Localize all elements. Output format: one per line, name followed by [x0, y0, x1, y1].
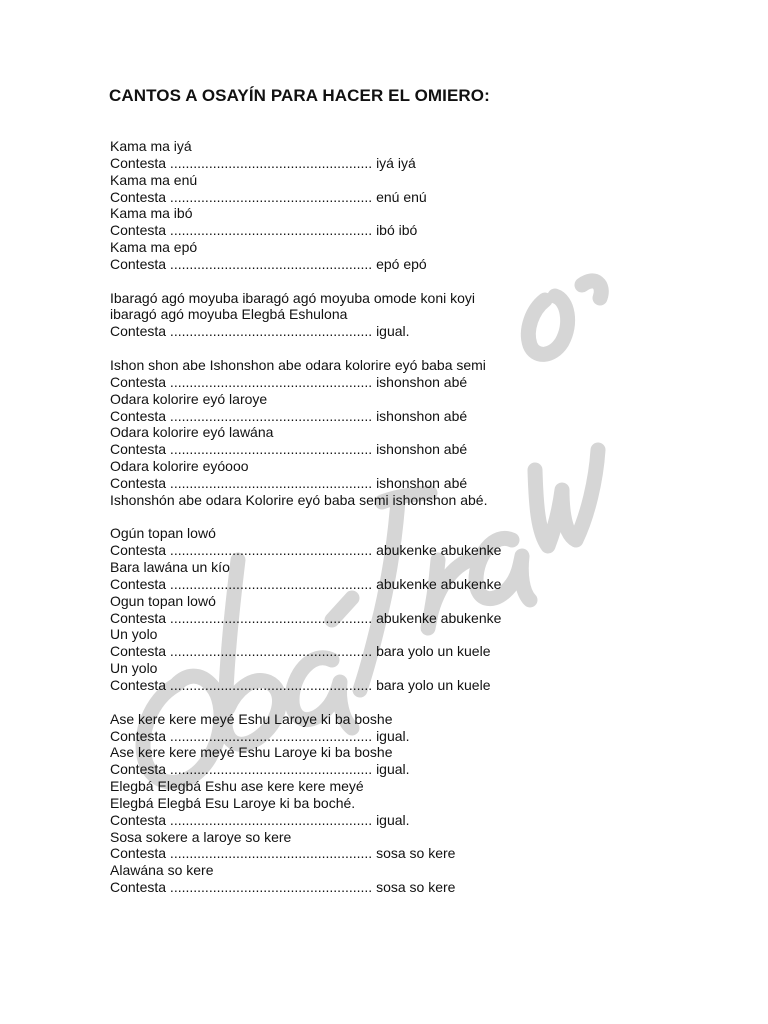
text-line: Contesta .................................................... igual.	[110, 761, 410, 778]
text-line: Elegbá Elegbá Esu Laroye ki ba boché.	[110, 794, 356, 811]
text-line: Ishonshón abe odara Kolorire eyó baba semi ishonshon abé.	[110, 491, 488, 508]
text-line: Contesta .................................................... sosa so kere	[110, 879, 456, 896]
text-line: Contesta .................................................... ibó ibó	[110, 222, 418, 239]
text-line: Alawána so kere	[110, 862, 214, 879]
text-line: Odara kolorire eyóooo	[110, 458, 249, 475]
document-title: CANTOS A OSAYÍN PARA HACER EL OMIERO:	[109, 86, 490, 105]
text-line: Contesta .................................................... ishonshon abé	[110, 474, 468, 491]
text-line: Contesta .................................................... igual.	[110, 323, 410, 340]
text-line: Contesta .................................................... abukenke abukenke	[110, 575, 502, 592]
text-line: Contesta .................................................... ishonshon abé	[110, 407, 468, 424]
text-line: Contesta .................................................... sosa so kere	[110, 845, 456, 862]
text-line: Ishon shon abe Ishonshon abe odara kolorire eyó baba semi	[110, 356, 486, 373]
stanza-4	[110, 525, 730, 693]
stanza-2	[110, 290, 730, 341]
text-line: Ase kere kere meyé Eshu Laroye ki ba boshe	[110, 744, 393, 761]
text-line: Contesta .................................................... ishonshon abé	[110, 441, 468, 458]
text-line: Contesta .................................................... bara yolo un kuele	[110, 677, 491, 693]
text-line: Ibaragó agó moyuba ibaragó agó moyuba omode koni koyi	[110, 289, 476, 306]
text-line: Contesta .................................................... enú enú	[110, 188, 427, 205]
stanza-1	[110, 138, 730, 273]
text-line: Kama ma ibó	[110, 205, 193, 222]
text-line: Contesta .................................................... bara yolo un kuele	[110, 643, 491, 660]
text-line: Ogún topan lowó	[110, 525, 216, 542]
document-body	[110, 138, 730, 913]
text-line: Bara lawána un kío	[110, 559, 230, 576]
text-line: Kama ma iyá	[110, 138, 192, 154]
text-line: Contesta .................................................... abukenke abukenke	[110, 542, 502, 559]
text-line: Kama ma enú	[110, 171, 198, 188]
text-line: Contesta .................................................... igual.	[110, 727, 410, 744]
text-line: Contesta .................................................... ishonshon abé	[110, 373, 468, 390]
text-line: Contesta .................................................... abukenke abukenke	[110, 609, 502, 626]
text-line: Kama ma epó	[110, 239, 198, 256]
text-line: Odara kolorire eyó lawána	[110, 424, 274, 441]
stanza-5	[110, 711, 730, 896]
stanza-3	[110, 357, 730, 509]
text-line: Sosa sokere a laroye so kere	[110, 828, 292, 845]
text-line: Contesta .................................................... iyá iyá	[110, 154, 416, 171]
text-line: ibaragó agó moyuba Elegbá Eshulona	[110, 306, 348, 323]
text-line: Odara kolorire eyó laroye	[110, 390, 268, 407]
text-line: Ogun topan lowó	[110, 592, 216, 609]
text-line: Un yolo	[110, 660, 158, 677]
text-line: Un yolo	[110, 626, 158, 643]
text-line: Elegbá Elegbá Eshu ase kere kere meyé	[110, 778, 364, 795]
text-line: Contesta .................................................... epó epó	[110, 255, 427, 272]
text-line: Contesta .................................................... igual.	[110, 811, 410, 828]
text-line: Ase kere kere meyé Eshu Laroye ki ba boshe	[110, 710, 393, 727]
